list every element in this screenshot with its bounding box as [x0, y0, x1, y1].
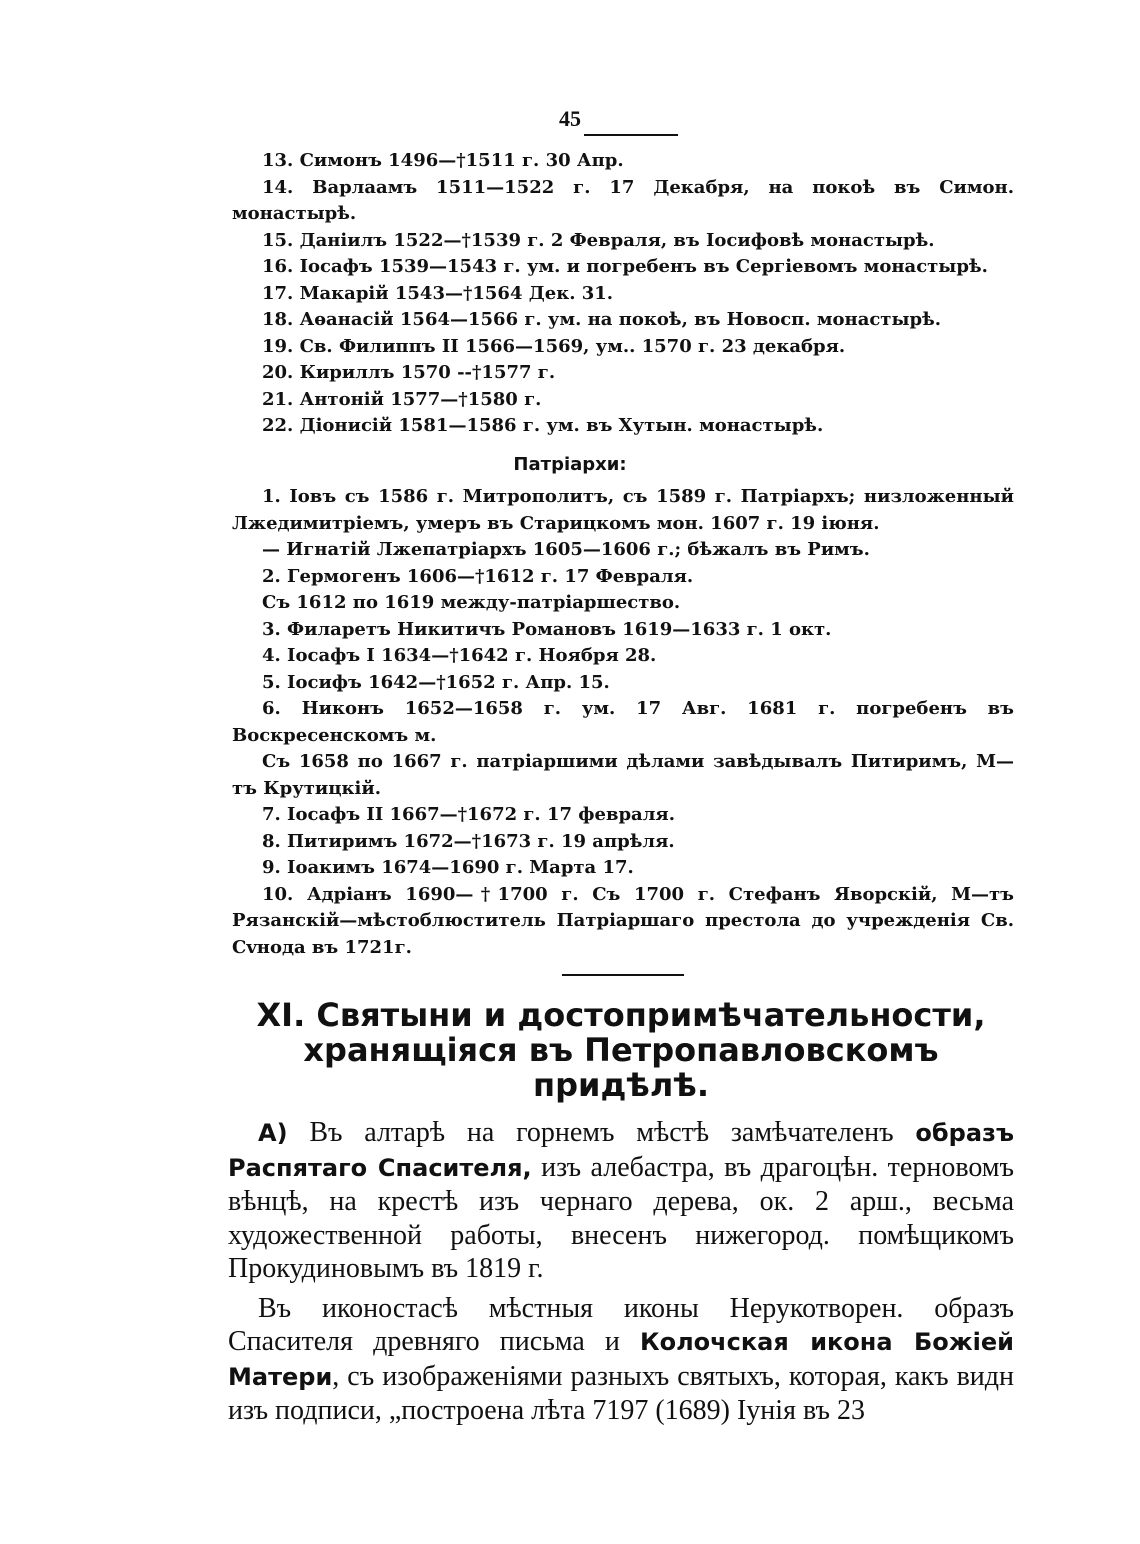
patriarchs-heading: Патріархи: [513, 454, 627, 475]
list-item: 5. Іосифъ 1642—†1652 г. Апр. 15. [262, 671, 610, 693]
list-item: 8. Питиримъ 1672—†1673 г. 19 апрѣля. [262, 830, 675, 852]
list-item: 13. Симонъ 1496—†1511 г. 30 Апр. [262, 150, 624, 171]
paragraph-text: Въ алтарѣ на горнемъ мѣстѣ замѣчателенъ [287, 1117, 916, 1148]
section-divider [562, 974, 684, 976]
highlight-text: Колочская икона Божіей Матери [228, 1328, 1014, 1391]
list-item: 22. Діонисій 1581—1586 г. ум. въ Хутын. монастырѣ. [262, 415, 824, 436]
list-item: 17. Макарій 1543—†1564 Дек. 31. [262, 282, 614, 304]
list-item: 1. Іовъ съ 1586 г. Митрополитъ, съ 1589 г. Патріархъ; низложенный Лжедимитріемъ, умеръ въ Старицкомъ мон. 1607 г. 19 іюня. [232, 486, 1014, 534]
list-item: 7. Іосафъ II 1667—†1672 г. 17 февраля. [262, 804, 675, 825]
paragraph [228, 1116, 1014, 1286]
list-item: Съ 1612 по 1619 между-патріаршество. [262, 592, 681, 613]
metropolitans-list [232, 148, 1014, 440]
page-number: 45 [559, 106, 581, 131]
highlight-text: образъ Распятаго Спасителя, [228, 1119, 1014, 1182]
list-item: 3. Филаретъ Никитичъ Романовъ 1619—1633 г. 1 окт. [262, 618, 832, 640]
list-item: 20. Кириллъ 1570 --†1577 г. [262, 362, 556, 383]
paragraph-text: изъ алебастра, въ драгоцѣн. терновомъ вѣнцѣ, на крестѣ изъ чернаго дерева, ок. 2 арш., весьма художественной работы, внесенъ нижегород. помѣщикомъ Прокудиновымъ въ 1819 г. [228, 1151, 1015, 1284]
paragraph-lead: А) [258, 1119, 288, 1147]
list-item: 14. Варлаамъ 1511—1522 г. 17 Декабря, на покоѣ въ Симон. монастырѣ. [232, 176, 1014, 224]
list-item: 16. Іосафъ 1539—1543 г. ум. и погребенъ въ Сергіевомъ монастырѣ. [262, 256, 988, 277]
top-rule [584, 134, 678, 136]
paragraph-text: Въ иконостасѣ мѣстныя иконы Нерукотворен. образъ Спасителя древняго письма и [228, 1292, 1014, 1357]
list-item: 19. Св. Филиппъ II 1566—1569, ум.. 1570 г. 23 декабря. [262, 335, 846, 357]
section-body [228, 1116, 1014, 1434]
list-item: 18. Аѳанасій 1564—1566 г. ум. на покоѣ, въ Новосп. монастырѣ. [262, 309, 942, 330]
list-item: 15. Даніилъ 1522—†1539 г. 2 Февраля, въ Іосифовѣ монастырѣ. [262, 229, 935, 251]
list-item: 10. Адріанъ 1690—†1700 г. Съ 1700 г. Стефанъ Яворскій, М—тъ Рязанскій—мѣстоблюститель Патріаршаго престола до учрежденія Св. Сvнода въ 1721г. [232, 883, 1014, 958]
list-item: 9. Іоакимъ 1674—1690 г. Марта 17. [262, 857, 634, 878]
paragraph-text: , съ изображеніями разныхъ святыхъ, которая, какъ видн изъ подписи, „построена лѣта 7197 (1689) Іунія въ 23 [228, 1360, 1014, 1426]
patriarchs-list [232, 484, 1014, 961]
list-item: Съ 1658 по 1667 г. патріаршими дѣлами завѣдывалъ Питиримъ, М—тъ Крутицкій. [232, 751, 1014, 799]
section-title: XI. Святыни и достопримѣчательности, хранящіяся въ Петропавловскомъ придѣлѣ. [256, 996, 986, 1104]
list-item: 6. Никонъ 1652—1658 г. ум. 17 Авг. 1681 г. погребенъ въ Воскресенскомъ м. [232, 698, 1014, 746]
list-item: 21. Антоній 1577—†1580 г. [262, 388, 542, 410]
list-item: 4. Іосафъ I 1634—†1642 г. Ноября 28. [262, 645, 657, 666]
list-item: 2. Гермогенъ 1606—†1612 г. 17 Февраля. [262, 565, 694, 587]
list-item: — Игнатій Лжепатріархъ 1605—1606 г.; бѣжалъ въ Римъ. [262, 539, 870, 560]
paragraph [228, 1292, 1014, 1428]
